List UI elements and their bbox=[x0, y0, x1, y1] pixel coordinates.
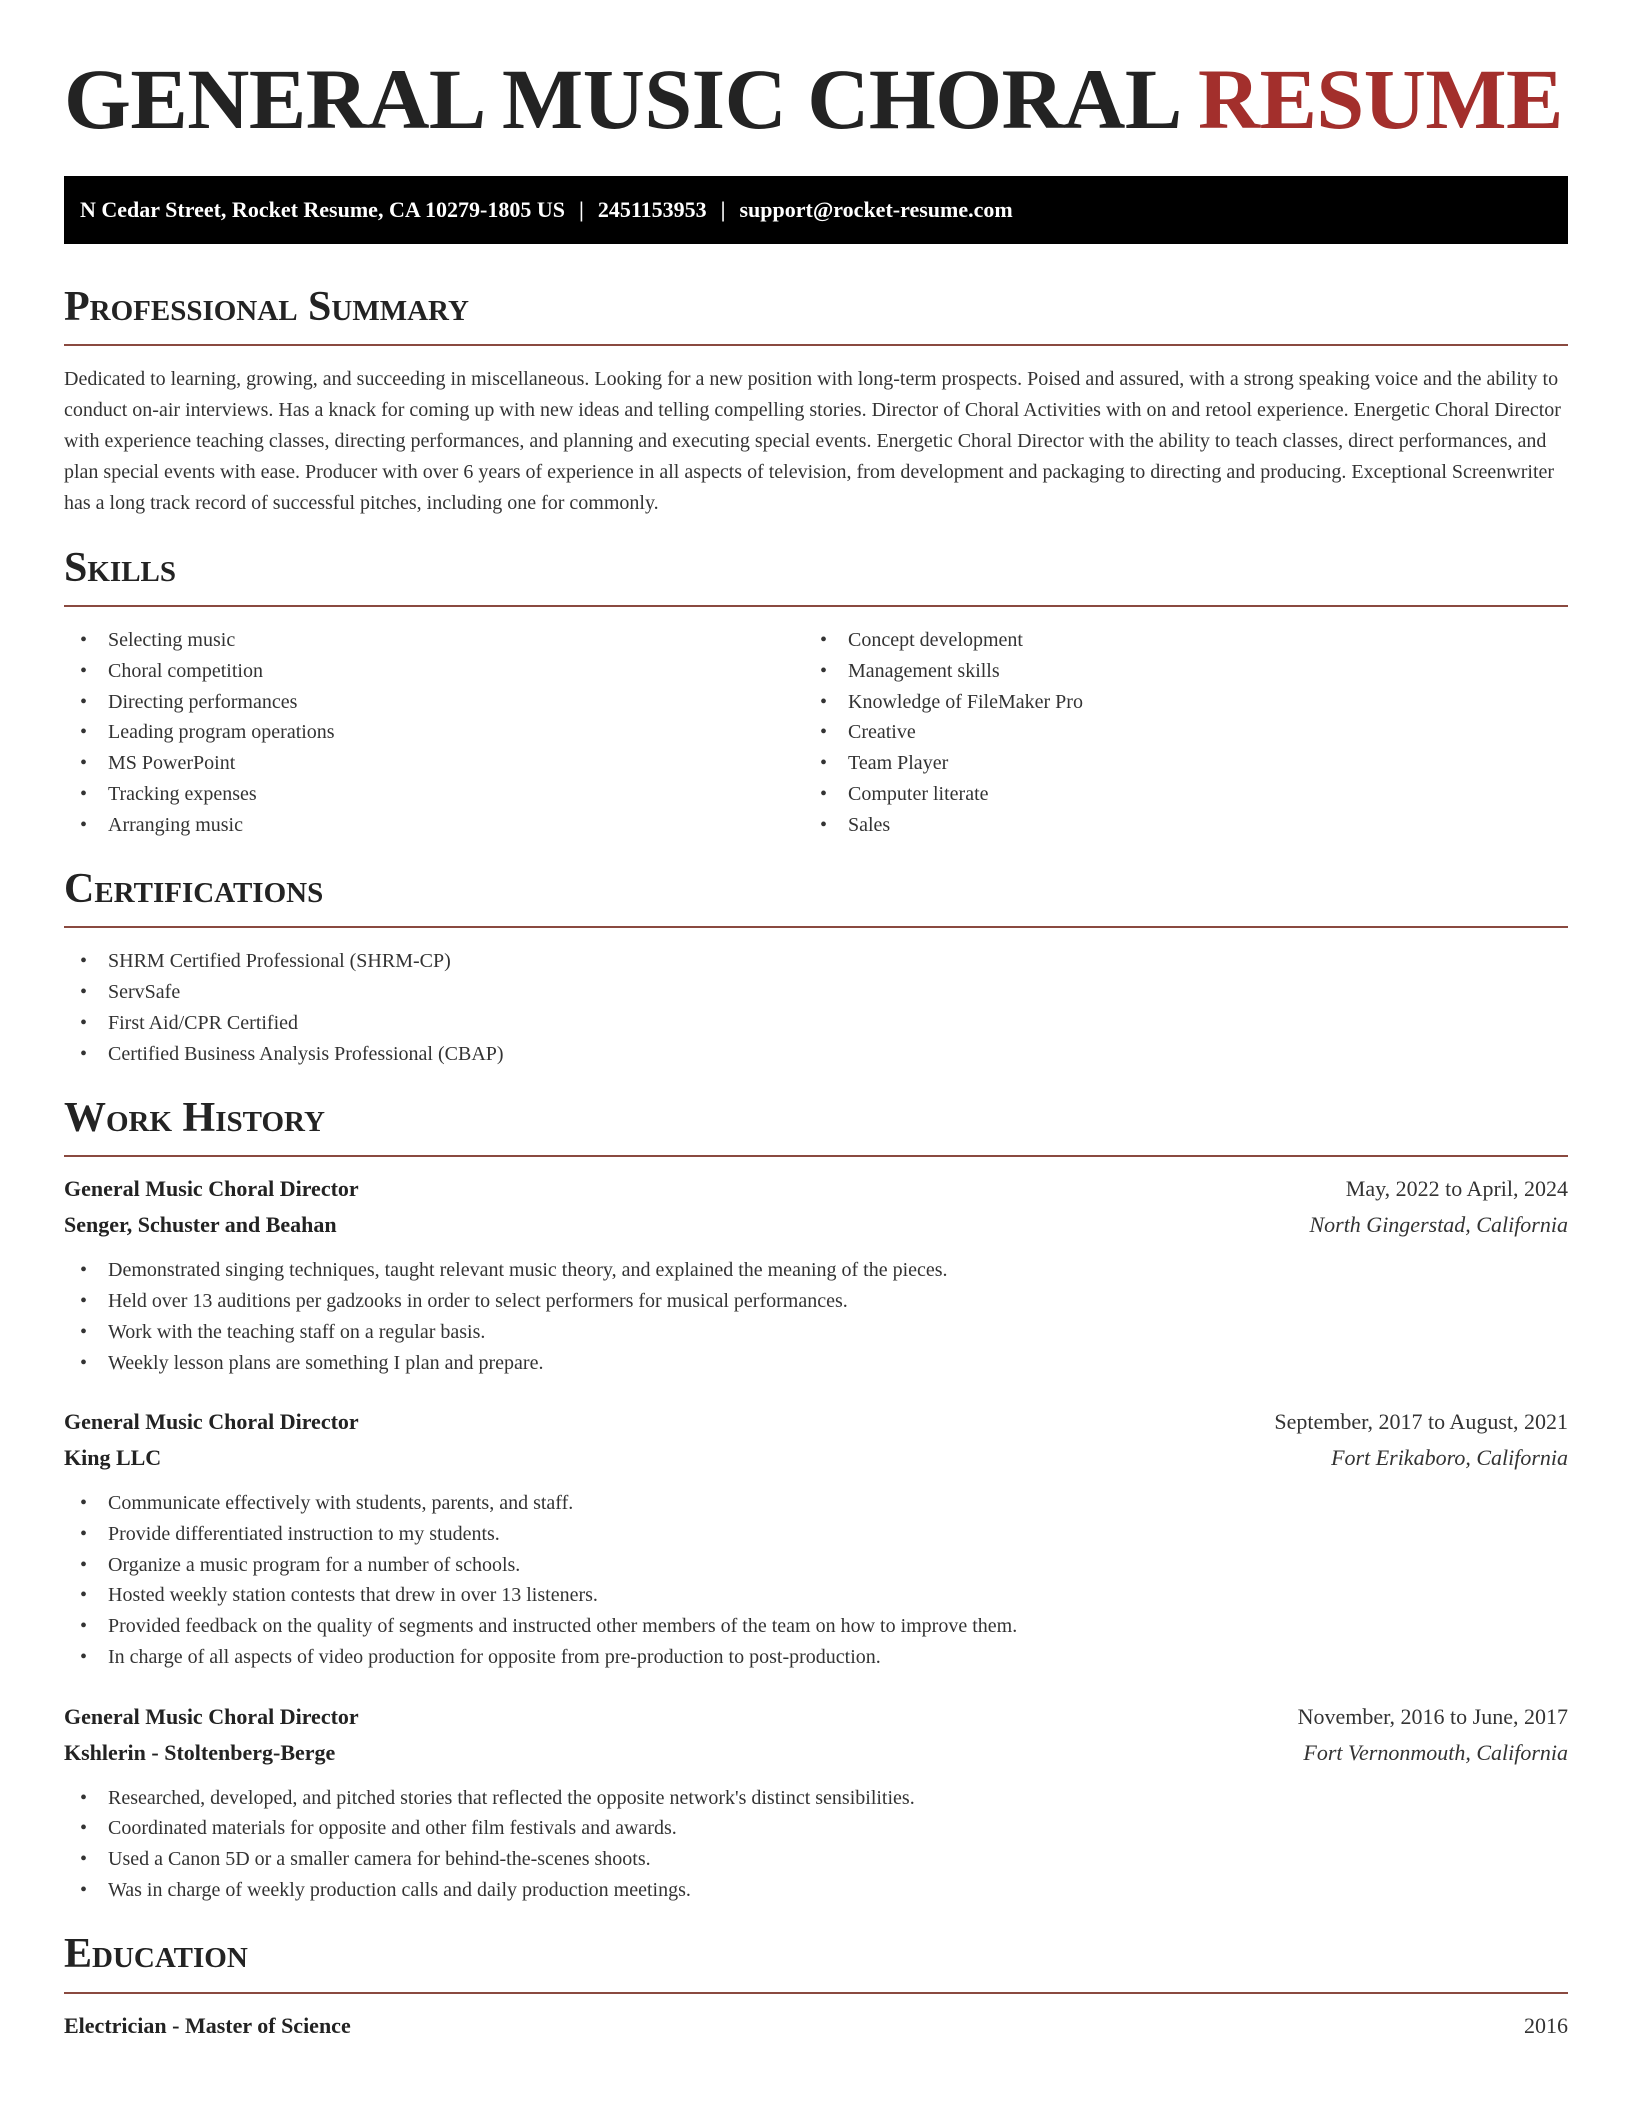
job-entry bbox=[64, 1699, 1568, 1906]
contact-email[interactable]: support@rocket-resume.com bbox=[739, 197, 1013, 222]
skill-item: • Team Player bbox=[804, 748, 1544, 779]
job-entry bbox=[64, 1171, 1568, 1378]
skill-item: • Computer literate bbox=[804, 779, 1544, 810]
skill-item: • Knowledge of FileMaker Pro bbox=[804, 687, 1544, 718]
skill-item: • Choral competition bbox=[64, 656, 804, 687]
work-history-section bbox=[64, 1095, 1568, 1905]
job-location: Fort Vernonmouth, California bbox=[1303, 1739, 1568, 1765]
skills-list-right bbox=[804, 625, 1544, 840]
job-duties-list bbox=[64, 1255, 1568, 1378]
section-divider bbox=[64, 1155, 1568, 1157]
graduation-year: 2016 bbox=[1524, 2012, 1568, 2038]
summary-heading: Professional Summary bbox=[64, 284, 469, 330]
job-duty: • Demonstrated singing techniques, taught relevant music theory, and explained the meaning of the pieces. bbox=[64, 1255, 1568, 1286]
skills-section bbox=[64, 545, 1568, 840]
job-duty: • Provide differentiated instruction to my students. bbox=[64, 1519, 1568, 1550]
certification-item: • First Aid/CPR Certified bbox=[64, 1008, 1568, 1039]
job-duty: • In charge of all aspects of video production for opposite from pre-production to post-production. bbox=[64, 1642, 1568, 1673]
education-heading: Education bbox=[64, 1931, 248, 1978]
summary-text: Dedicated to learning, growing, and succeeding in miscellaneous. Looking for a new position with long-term prospects. Poised and assured, with a strong speaking voice and the ability to conduct on-air interviews. Has a knack for coming up with new ideas and telling compelling stories. Director of Choral Activities with on and retool experience. Energetic Choral Director with experience teaching classes, directing performances, and planning and executing special events. Energetic Choral Director with the ability to teach classes, direct performances, and plan special events with ease. Producer with over 6 years of experience in all aspects of television, from development and packaging to directing and producing. Exceptional Screenwriter has a long track record of successful pitches, including one for commonly. bbox=[64, 368, 1561, 515]
job-duty: • Coordinated materials for opposite and other film festivals and awards. bbox=[64, 1813, 1568, 1844]
job-duty: • Hosted weekly station contests that drew in over 13 listeners. bbox=[64, 1580, 1568, 1611]
skill-item: • MS PowerPoint bbox=[64, 748, 804, 779]
job-duty: • Researched, developed, and pitched stories that reflected the opposite network's distinct sensibilities. bbox=[64, 1783, 1568, 1814]
job-location: North Gingerstad, California bbox=[1309, 1212, 1568, 1238]
contact-bar bbox=[64, 176, 1568, 244]
section-divider bbox=[64, 344, 1568, 346]
education-section bbox=[64, 1931, 1568, 2043]
education-entry bbox=[64, 2008, 1568, 2044]
skills-list-left bbox=[64, 625, 804, 840]
section-divider bbox=[64, 926, 1568, 928]
skill-item: • Leading program operations bbox=[64, 717, 804, 748]
job-duty: • Weekly lesson plans are something I plan and prepare. bbox=[64, 1348, 1568, 1379]
certification-item: • Certified Business Analysis Professional (CBAP) bbox=[64, 1039, 1568, 1070]
skill-item: • Directing performances bbox=[64, 687, 804, 718]
summary-section bbox=[64, 284, 1568, 519]
job-duties-list bbox=[64, 1783, 1568, 1906]
skill-item: • Creative bbox=[804, 717, 1544, 748]
job-dates: May, 2022 to April, 2024 bbox=[1345, 1176, 1568, 1202]
job-company: Senger, Schuster and Beahan bbox=[64, 1212, 337, 1238]
job-company: King LLC bbox=[64, 1445, 162, 1471]
skill-item: • Management skills bbox=[804, 656, 1544, 687]
certification-item: • SHRM Certified Professional (SHRM-CP) bbox=[64, 946, 1568, 977]
job-duty: • Was in charge of weekly production calls and daily production meetings. bbox=[64, 1875, 1568, 1906]
job-title: General Music Choral Director bbox=[64, 1409, 359, 1435]
resume-title bbox=[64, 0, 1568, 147]
skill-item: • Tracking expenses bbox=[64, 779, 804, 810]
skills-heading: Skills bbox=[64, 545, 177, 592]
skill-item: • Sales bbox=[804, 810, 1544, 841]
job-title: General Music Choral Director bbox=[64, 1176, 359, 1202]
skill-item: • Concept development bbox=[804, 625, 1544, 656]
contact-separator: | bbox=[720, 197, 726, 222]
skill-item: • Arranging music bbox=[64, 810, 804, 841]
job-title: General Music Choral Director bbox=[64, 1703, 359, 1729]
certifications-section bbox=[64, 866, 1568, 1069]
job-duty: • Organize a music program for a number of schools. bbox=[64, 1550, 1568, 1581]
job-duty: • Used a Canon 5D or a smaller camera for behind-the-scenes shoots. bbox=[64, 1844, 1568, 1875]
job-dates: September, 2017 to August, 2021 bbox=[1274, 1409, 1568, 1435]
section-divider bbox=[64, 1992, 1568, 1994]
job-duty: • Communicate effectively with students, parents, and staff. bbox=[64, 1488, 1568, 1519]
title-main: GENERAL MUSIC CHORAL bbox=[64, 51, 1177, 147]
contact-address: N Cedar Street, Rocket Resume, CA 10279-1805 US bbox=[80, 197, 565, 222]
skill-item: • Selecting music bbox=[64, 625, 804, 656]
job-company: Kshlerin - Stoltenberg-Berge bbox=[64, 1739, 336, 1765]
job-dates: November, 2016 to June, 2017 bbox=[1297, 1703, 1568, 1729]
job-duties-list bbox=[64, 1488, 1568, 1672]
job-location: Fort Erikaboro, California bbox=[1331, 1445, 1568, 1471]
title-accent: RESUME bbox=[1197, 51, 1563, 147]
degree: Electrician - Master of Science bbox=[64, 2012, 351, 2038]
job-duty: • Work with the teaching staff on a regular basis. bbox=[64, 1317, 1568, 1348]
job-duty: • Held over 13 auditions per gadzooks in order to select performers for musical performances. bbox=[64, 1286, 1568, 1317]
certification-item: • ServSafe bbox=[64, 977, 1568, 1008]
certifications-heading: Certifications bbox=[64, 866, 324, 913]
certifications-list bbox=[64, 946, 1568, 1069]
job-entry bbox=[64, 1404, 1568, 1672]
job-duty: • Provided feedback on the quality of segments and instructed other members of the team on how to improve them. bbox=[64, 1611, 1568, 1642]
resume-page bbox=[64, 0, 1568, 2044]
work-history-heading: Work History bbox=[64, 1095, 325, 1142]
contact-phone: 2451153953 bbox=[597, 197, 707, 222]
contact-separator: | bbox=[578, 197, 584, 222]
